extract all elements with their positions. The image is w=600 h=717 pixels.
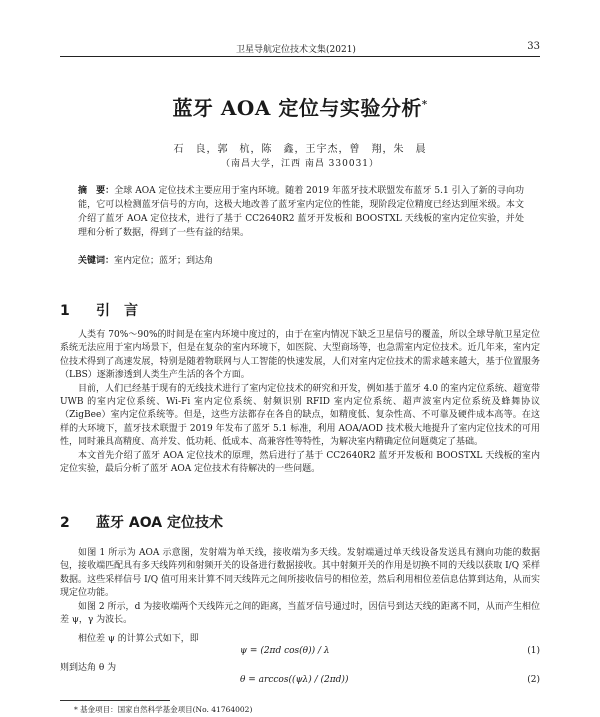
abstract-text: 全球 AOA 定位技术主要应用于室内环境。随着 2019 年蓝牙技术联盟发布蓝牙 5.1 引入了新的寻向功能，它可以检测蓝牙信号的方向，这极大地改善了蓝牙室内定位的性能，现阶段定位精度已经达到厘米级。本文介绍了蓝牙 AOA 定位技术，进行了基于 CC2640R2 蓝牙开发板和 BOOSTXL 天线板的室内定位实验，并处理和分析了数据，得到了一些有益的结果。 — [78, 186, 524, 238]
paragraph: 人类有 70%～90%的时间是在室内环境中度过的，由于在室内情况下缺乏卫星信号的覆盖，所以全球导航卫星定位系统无法应用于室内场景下，但是在复杂的室内环境下，如医院、大型商场等，也急需室内定位技术。近几年来，室内定位技术得到了高速发展，特别是随着物联网与人工智能的快速发展，人们对室内定位技术的需求越来越大，基于位置服务（LBS）逐渐渗透到人类生产生活的各个方面。 — [60, 330, 540, 381]
title-footnote-marker: * — [421, 99, 428, 111]
section-number: 1 — [60, 303, 70, 319]
equation-2-expression: θ = arccos((ψλ) / (2πd)) — [240, 675, 349, 685]
abstract-label: 摘 要： — [78, 186, 115, 196]
section-heading-aoa — [60, 512, 223, 532]
section-number: 2 — [60, 515, 70, 531]
equation-1 — [60, 646, 540, 660]
equation-1-lead: 相位差 ψ 的计算公式如下，即 — [78, 634, 199, 644]
equation-1-expression: ψ = (2πd cos(θ)) / λ — [240, 646, 330, 656]
equation-1-number: (1) — [527, 646, 540, 656]
paragraph: 如图 2 所示，d 为接收端两个天线阵元之间的距离，当蓝牙信号通过时，因信号到达天线的距离不同，从而产生相位差 ψ，γ 为波长。 — [60, 601, 540, 626]
paper-title-text: 蓝牙 AOA 定位与实验分析 — [172, 96, 422, 120]
running-header — [60, 40, 540, 57]
section-heading-introduction — [60, 300, 138, 320]
keywords-text: 室内定位；蓝牙；到达角 — [114, 256, 214, 266]
equation-2-number: (2) — [527, 675, 540, 685]
abstract — [78, 184, 524, 240]
introduction-body — [60, 329, 540, 476]
keywords-label: 关键词： — [78, 256, 115, 266]
page-number: 33 — [527, 41, 540, 52]
footnote: * 基金项目：国家自然科学基金项目(No. 41764002) — [74, 705, 253, 714]
paragraph: 本文首先介绍了蓝牙 AOA 定位技术的原理，然后进行了基于 CC2640R2 蓝牙开发板和 BOOSTXL 天线板的室内定位实验，最后分析了蓝牙 AOA 定位技术有待解决的一些问题。 — [60, 450, 540, 475]
section-title: 引 言 — [96, 303, 138, 319]
paper-title — [0, 92, 600, 121]
affiliation: （南昌大学，江西 南昌 330031） — [220, 159, 380, 169]
keywords — [78, 254, 524, 268]
aoa-body — [60, 547, 540, 627]
paragraph: 如图 1 所示为 AOA 示意图，发射端为单天线，接收端为多天线。发射端通过单天线设备发送具有测向功能的数据包，接收端匹配具有多天线阵列和射频开关的设备进行数据接收。其中射频开关的作用是切换不同的天线以获取 I/Q 采样数据。这些采样信号 I/Q 值可用来计算不同天线阵元之间所接收信号的相位差，然后利用相位差信息估算到达角，从而实现定位功能。 — [60, 548, 540, 599]
section-title: 蓝牙 AOA 定位技术 — [96, 515, 223, 531]
equation-2-lead: 则到达角 θ 为 — [60, 663, 117, 673]
equation-2 — [60, 675, 540, 689]
footnote-divider — [60, 700, 170, 701]
paragraph: 目前，人们已经基于现有的无线技术进行了室内定位技术的研究和开发，例如基于蓝牙 4.0 的室内定位系统、超宽带 UWB 的室内定位系统、Wi-Fi 室内定位系统、射频识别 RFID 室内定位系统、超声波室内定位系统及蜂舞协议（ZigBee）室内定位系统等。但是，这些方法都存在各自的缺点，如精度低、复杂性高、不可靠及硬件成本高等。在这样的大环境下，蓝牙技术联盟于 2019 年发布了蓝牙 5.1 标准，利用 AOA/AOD 技术极大地提升了室内定位技术的可用性，同时兼具高精度、高并发、低功耗、低成本、高兼容性等特性，为解决室内精确定位问题奠定了基础。 — [60, 383, 540, 448]
author-list: 石 良，郭 杭，陈 鑫，王宇杰，曾 翔，朱 晨 — [173, 144, 427, 155]
journal-title: 卫星导航定位技术文集(2021) — [236, 45, 356, 55]
